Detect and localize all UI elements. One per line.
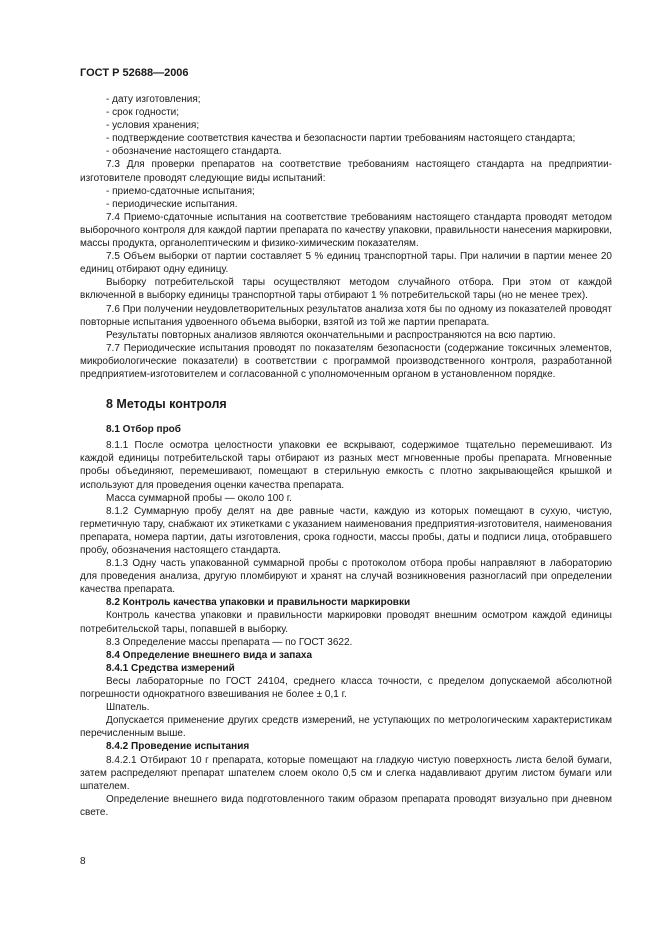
subsection-heading: 8.4.2 Проведение испытания [106, 741, 250, 753]
paragraph: Выборку потребительской тары осуществляют методом случайного отбора. При этом от каждой включенной в выборку единицы транспортной тары отбирают 1 % потребительской тары (но не менее трех). [80, 277, 612, 302]
paragraph: Контроль качества упаковки и правильности маркировки проводят внешним осмотром каждой единицы потребительской тары, попавшей в выборку. [80, 610, 612, 635]
paragraph: Шпатель. [106, 702, 150, 714]
subsection-heading: 8.4.1 Средства измерений [106, 662, 235, 674]
paragraph: Весы лабораторные по ГОСТ 24104, среднего класса точности, с пределом допускаемой абсолютной погрешности однократного взвешивания не более ± 0,1 г. [80, 675, 612, 701]
standard-header: ГОСТ Р 52688—2006 [80, 67, 189, 79]
paragraph: 7.6 При получении неудовлетворительных результатов анализа хотя бы по одному из показателей проводят повторные испытания удвоенного объема выборки, взятой из той же партии препарата. [80, 303, 612, 328]
paragraph: - периодические испытания. [106, 198, 238, 210]
subsection-heading: 8.2 Контроль качества упаковки и правильности маркировки [106, 597, 411, 609]
paragraph: Допускается применение других средств измерений, не уступающих по метрологическим характеристикам перечисленным выше. [80, 715, 612, 740]
page-number: 8 [80, 856, 86, 867]
paragraph: 8.4.2.1 Отбирают 10 г препарата, которые помещают на гладкую чистую поверхность листа белой бумаги, затем распределяют препарат шпателем слоем около 0,5 см и слегка надавливают другим листом бумаги или шпателем. [80, 754, 612, 792]
section-heading: 8 Методы контроля [106, 397, 227, 412]
subsection-heading: 8.4 Определение внешнего вида и запаха [106, 649, 313, 661]
subsection-heading: 8.1 Отбор проб [106, 424, 181, 436]
paragraph: 8.1.2 Суммарную пробу делят на две равные части, каждую из которых помещают в сухую, чистую, герметичную тару, снабжают их этикетками с указанием наименования предприятия-изготовителя, наименования препарата, номера партии, даты изготовления, срока годности, массы пробы, даты и подписи лица, отобравшего пробу, обозначения настоящего стандарта. [80, 505, 612, 556]
paragraph: 7.3 Для проверки препаратов на соответствие требованиям настоящего стандарта на предприятии-изготовителе проводят следующие виды испытаний: [80, 159, 612, 184]
paragraph: 8.1.1 После осмотра целостности упаковки ее вскрывают, содержимое тщательно перемешивают. Из каждой единицы потребительской тары отбирают из разных мест мгновенные пробы препарата. Мгновенные пробы объединяют, перемешивают, помещают в стерильную емкость с плотно закрывающейся крышкой и используют для проведения оценки качества препарата. [80, 440, 612, 491]
paragraph: Определение внешнего вида подготовленного таким образом препарата проводят визуально при дневном свете. [80, 793, 612, 818]
paragraph: - дату изготовления; [106, 94, 201, 105]
paragraph: - срок годности; [106, 107, 180, 119]
paragraph: 8.1.3 Одну часть упакованной суммарной пробы с протоколом отбора пробы направляют в лабораторию для проведения анализа, другую пломбируют и хранят на случай возникновения разногласий при определении качества препарата. [80, 558, 612, 596]
paragraph: Результаты повторных анализов являются окончательными и распространяются на всю партию. [106, 329, 556, 341]
paragraph: - обозначение настоящего стандарта. [106, 146, 282, 158]
paragraph: 8.3 Определение массы препарата — по ГОСТ 3622. [106, 636, 353, 648]
paragraph: 7.7 Периодические испытания проводят по показателям безопасности (содержание токсичных элементов, микробиологические показатели) в соответствии с программой производственного контроля, разработанной предприятием-изготовителем и согласованной с уполномоченным органом в установленном порядке. [80, 342, 612, 380]
paragraph: 7.5 Объем выборки от партии составляет 5 % единиц транспортной тары. При наличии в партии менее 20 единиц отбирают одну единицу. [80, 251, 612, 276]
paragraph: - условия хранения; [106, 120, 200, 132]
paragraph: Масса суммарной пробы — около 100 г. [106, 492, 292, 504]
document-body [80, 93, 612, 819]
paragraph: 7.4 Приемо-сдаточные испытания на соответствие требованиям настоящего стандарта проводят методом выборочного контроля для каждой партии препарата по качеству упаковки, правильности нанесения маркировки, массы продукта, органолептическим и физико-химическим показателям. [80, 211, 612, 250]
paragraph: - приемо-сдаточные испытания; [106, 185, 255, 197]
paragraph: - подтверждение соответствия качества и безопасности партии требованиям настоящего стандарта; [106, 133, 576, 145]
